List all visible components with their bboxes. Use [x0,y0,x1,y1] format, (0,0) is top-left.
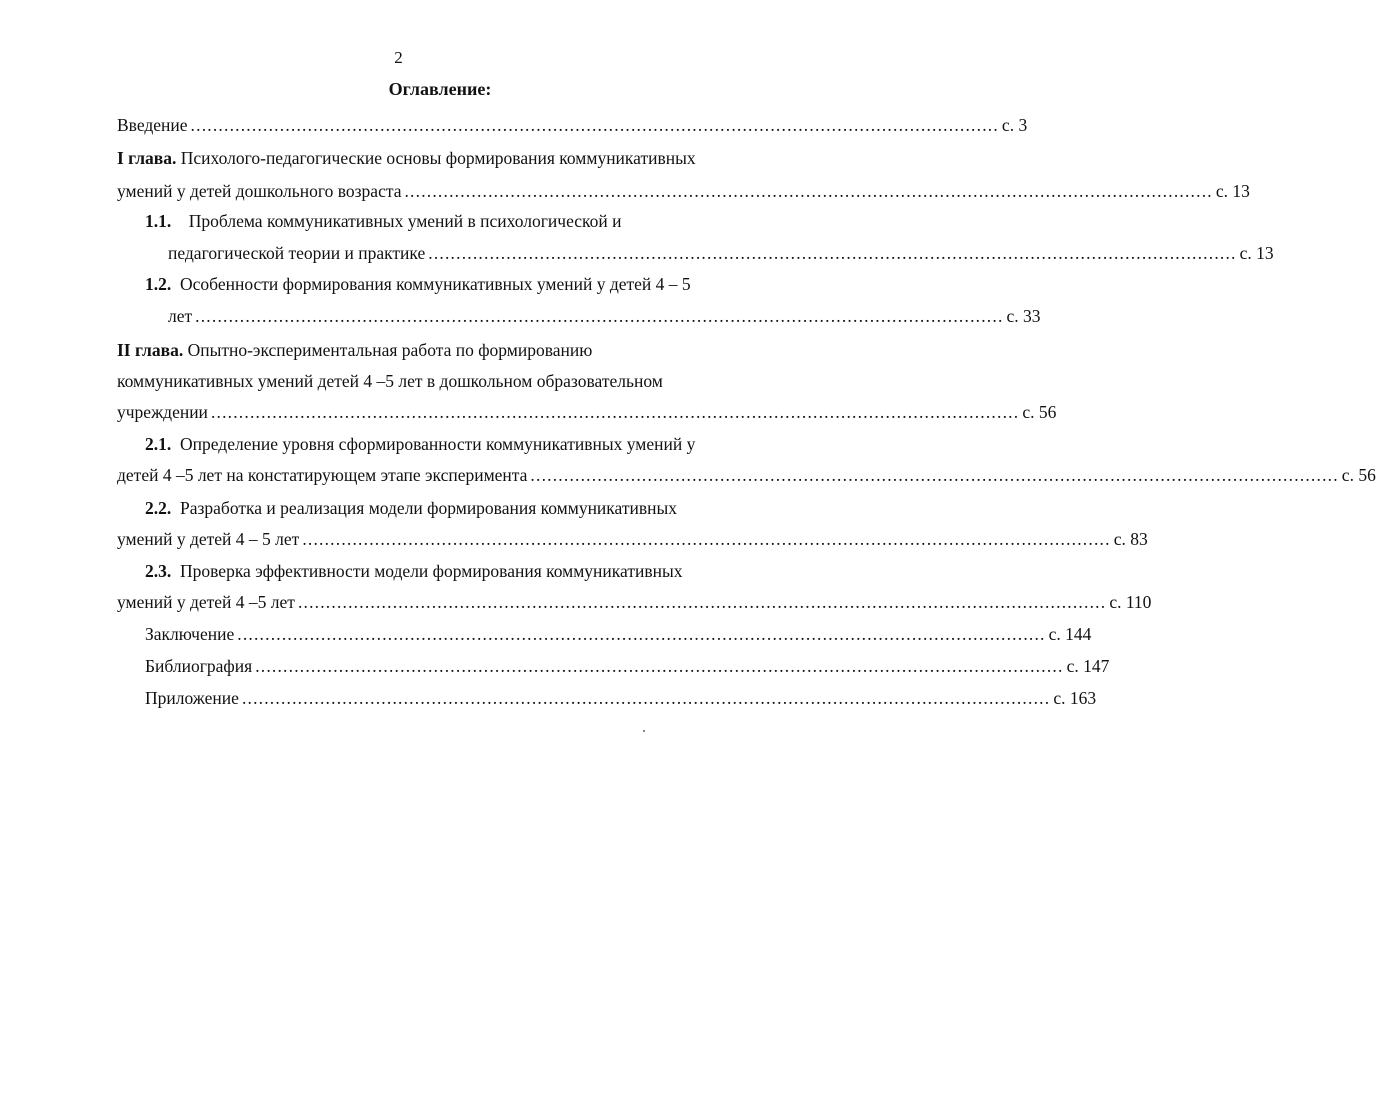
toc-page-number: с. 110 [1109,592,1152,612]
toc-page-number: с. 13 [1215,181,1250,201]
toc-entry-appendix[interactable] [145,688,1097,708]
toc-entry-section-2-1[interactable] [145,434,695,454]
toc-entry-text: Введение [117,115,188,135]
toc-entry-section-1-1-cont[interactable] [168,243,1274,263]
toc-page-number: с. 144 [1048,624,1092,644]
page-number: 2 [394,48,403,67]
toc-entry-chapter-2-cont[interactable] [117,371,663,391]
toc-entry-conclusion[interactable] [145,624,1092,644]
toc-page-number: с. 163 [1053,688,1097,708]
leader-dots: ................................................................................................................................................. [241,688,1051,708]
toc-entry-chapter-1-cont[interactable] [117,181,1250,201]
page-title: Оглавление: [388,79,492,99]
toc-entry-chapter-2[interactable] [117,340,592,360]
section-number: 2.2. [145,498,172,518]
toc-entry-text: Библиография [145,656,253,676]
section-number: 1.1. [145,211,172,231]
leader-dots: ................................................................................................................................................. [190,115,999,135]
toc-entry-text: Разработка и реализация модели формирования коммуникативных [180,498,677,518]
toc-entry-text: умений у детей дошкольного возраста [117,181,402,201]
leader-dots: ................................................................................................................................................. [210,402,1020,422]
toc-page-number: с. 83 [1113,529,1148,549]
leader-dots: ................................................................................................................................................. [237,624,1046,644]
leader-dots: ................................................................................................................................................. [530,465,1339,485]
toc-entry-text: педагогической теории и практике [168,243,426,263]
toc-entry-chapter-1[interactable] [117,148,696,168]
leader-dots: ................................................................................................................................................. [428,243,1237,263]
toc-entry-section-2-2-cont[interactable] [117,529,1148,549]
toc-entry-text: лет [168,306,193,326]
toc-page-number: с. 56 [1341,465,1376,485]
toc-entry-text: коммуникативных умений детей 4 –5 лет в дошкольном образовательном [117,371,663,391]
toc-page-number: с. 33 [1006,306,1041,326]
toc-entry-text: учреждении [117,402,208,422]
section-number: 2.3. [145,561,172,581]
leader-dots: ................................................................................................................................................. [297,592,1107,612]
toc-entry-text: Опытно-экспериментальная работа по формированию [187,340,593,360]
toc-page-number: с. 147 [1066,656,1110,676]
toc-page-number: с. 13 [1239,243,1274,263]
leader-dots: ................................................................................................................................................. [255,656,1064,676]
chapter-label: I глава. [117,148,177,168]
toc-entry-text: Проверка эффективности модели формирования коммуникативных [180,561,683,581]
scan-speck [643,730,645,732]
toc-entry-text: умений у детей 4 –5 лет [117,592,295,612]
toc-entry-text: детей 4 –5 лет на констатирующем этапе эксперимента [117,465,528,485]
toc-page-number: с. 56 [1022,402,1057,422]
toc-entry-text: Особенности формирования коммуникативных умений у детей 4 – 5 [180,274,691,294]
leader-dots: ................................................................................................................................................. [404,181,1213,201]
leader-dots: ................................................................................................................................................. [302,529,1111,549]
toc-entry-text: Приложение [145,688,239,708]
toc-entry-section-2-2[interactable] [145,498,677,518]
toc-entry-text: Определение уровня сформированности коммуникативных умений у [180,434,696,454]
toc-entry-section-2-1-cont[interactable] [117,465,1376,485]
chapter-label: II глава. [117,340,184,360]
toc-entry-text: Заключение [145,624,235,644]
toc-entry-section-1-2[interactable] [145,274,691,294]
toc-entry-section-2-3[interactable] [145,561,683,581]
toc-entry-section-2-3-cont[interactable] [117,592,1152,612]
toc-entry-bibliography[interactable] [145,656,1110,676]
toc-entry-text: Психолого-педагогические основы формирования коммуникативных [180,148,696,168]
toc-entry-text: умений у детей 4 – 5 лет [117,529,300,549]
toc-entry-section-1-1[interactable] [145,211,622,231]
toc-entry-section-1-2-cont[interactable] [168,306,1041,326]
section-number: 1.2. [145,274,172,294]
toc-entry-chapter-2-cont-2[interactable] [117,402,1057,422]
leader-dots: ................................................................................................................................................. [195,306,1004,326]
section-number: 2.1. [145,434,172,454]
toc-entry-text: Проблема коммуникативных умений в психологической и [188,211,622,231]
toc-entry-intro[interactable] [117,115,1028,135]
toc-page-number: с. 3 [1001,115,1028,135]
